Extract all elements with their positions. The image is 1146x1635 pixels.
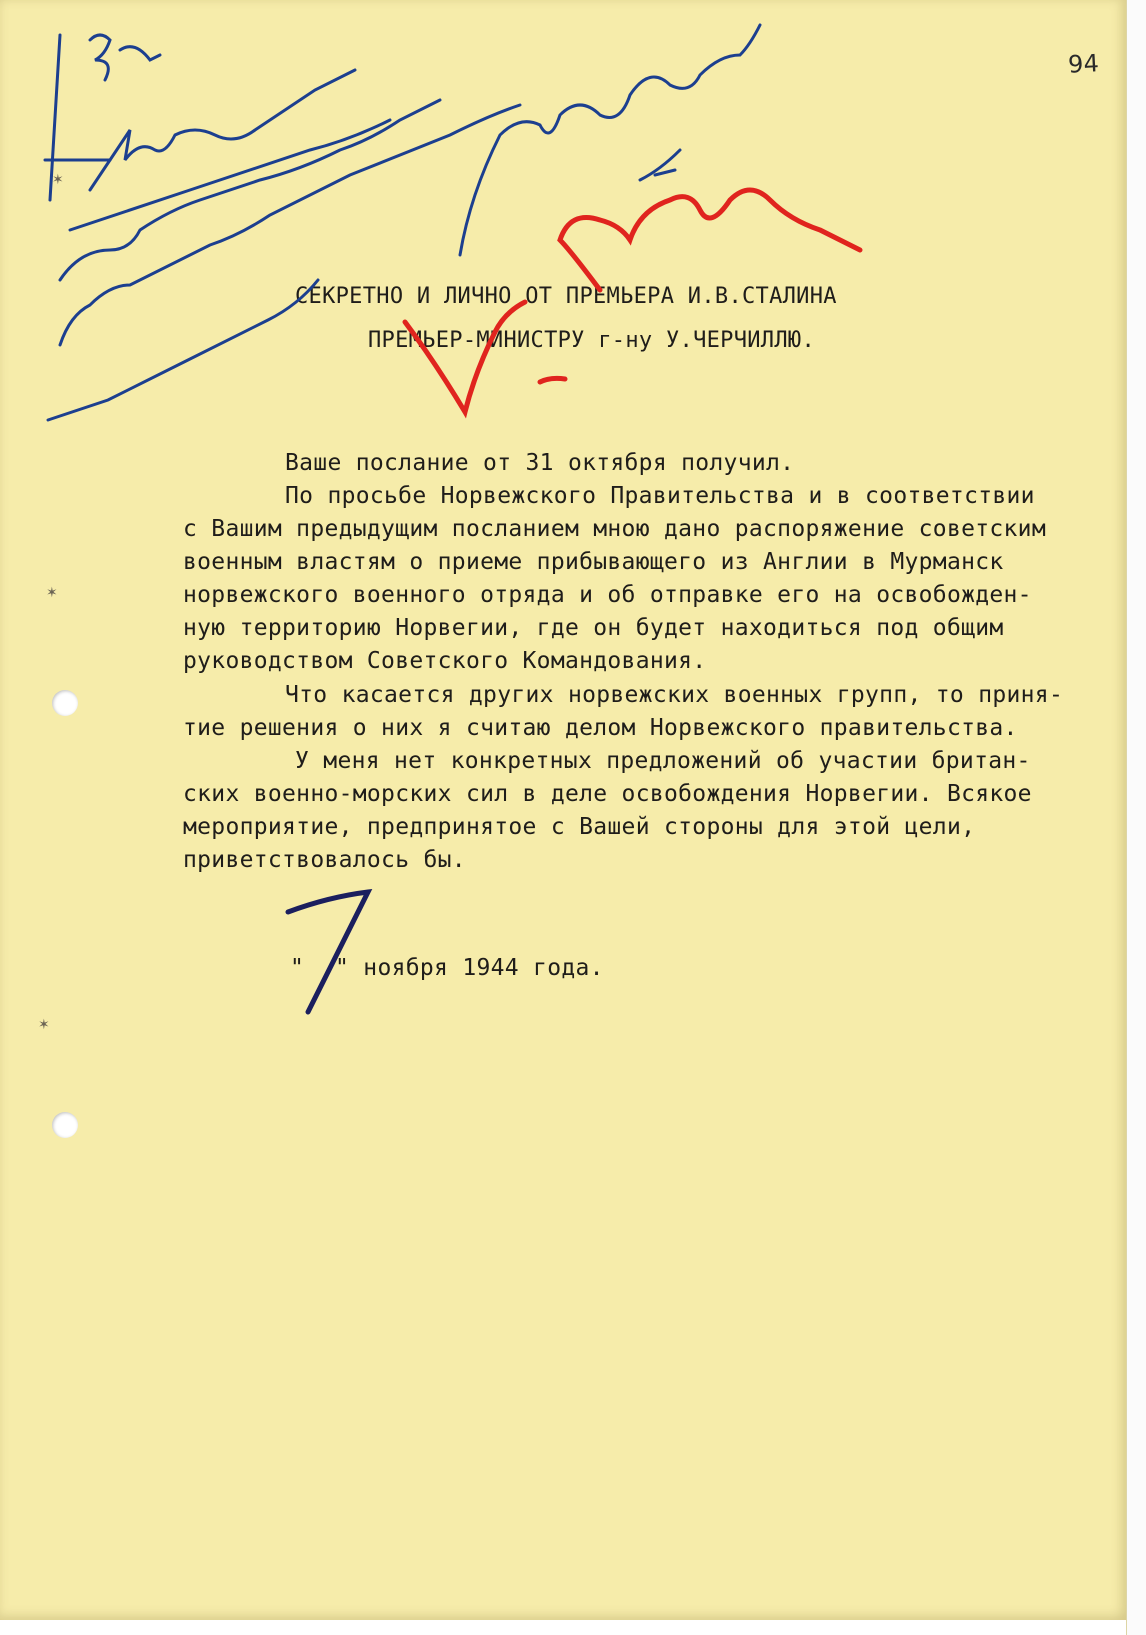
date-day-handwritten [288, 892, 368, 1012]
body-line: У меня нет конкретных предложений об участии британ- [295, 748, 1031, 774]
body-line: руководством Советского Командования. [183, 648, 707, 674]
body-line: норвежского военного отряда и об отправке его на освобожден- [183, 582, 1032, 608]
body-line: приветствовалось бы. [183, 847, 466, 873]
margin-mark: ✶ [38, 1017, 50, 1033]
body-line: с Вашим предыдущим посланием мною дано распоряжение советским [183, 516, 1046, 542]
red-signature [405, 190, 860, 412]
page-number: 94 [1067, 49, 1100, 79]
heading-line-1: СЕКРЕТНО И ЛИЧНО ОТ ПРЕМЬЕРА И.В.СТАЛИНА [295, 284, 837, 309]
margin-mark: ✶ [46, 585, 58, 601]
body-line: Ваше послание от 31 октября получил. [285, 450, 795, 476]
date-open-quote: " [290, 955, 305, 981]
body-line: мероприятие, предпринятое с Вашей стороны для этой цели, [183, 814, 976, 840]
date-line: " ноября 1944 года. [335, 955, 604, 981]
body-line: ских военно-морских сил в деле освобождения Норвегии. Всякое [183, 781, 1032, 807]
body-line: По просьбе Норвежского Правительства и в соответствии [285, 483, 1035, 509]
body-line: ную территорию Норвегии, где он будет находиться под общим [183, 615, 1004, 641]
body-line: военным властям о приеме прибывающего из Англии в Мурманск [183, 549, 1004, 575]
blue-annotation [45, 25, 760, 420]
margin-mark: ✶ [52, 172, 64, 188]
body-line: тие решения о них я считаю делом Норвежского правительства. [183, 715, 1018, 741]
heading-line-2: ПРЕМЬЕР-МИНИСТРУ г-ну У.ЧЕРЧИЛЛЮ. [368, 328, 815, 353]
body-line: Что касается других норвежских военных групп, то приня- [285, 682, 1064, 708]
